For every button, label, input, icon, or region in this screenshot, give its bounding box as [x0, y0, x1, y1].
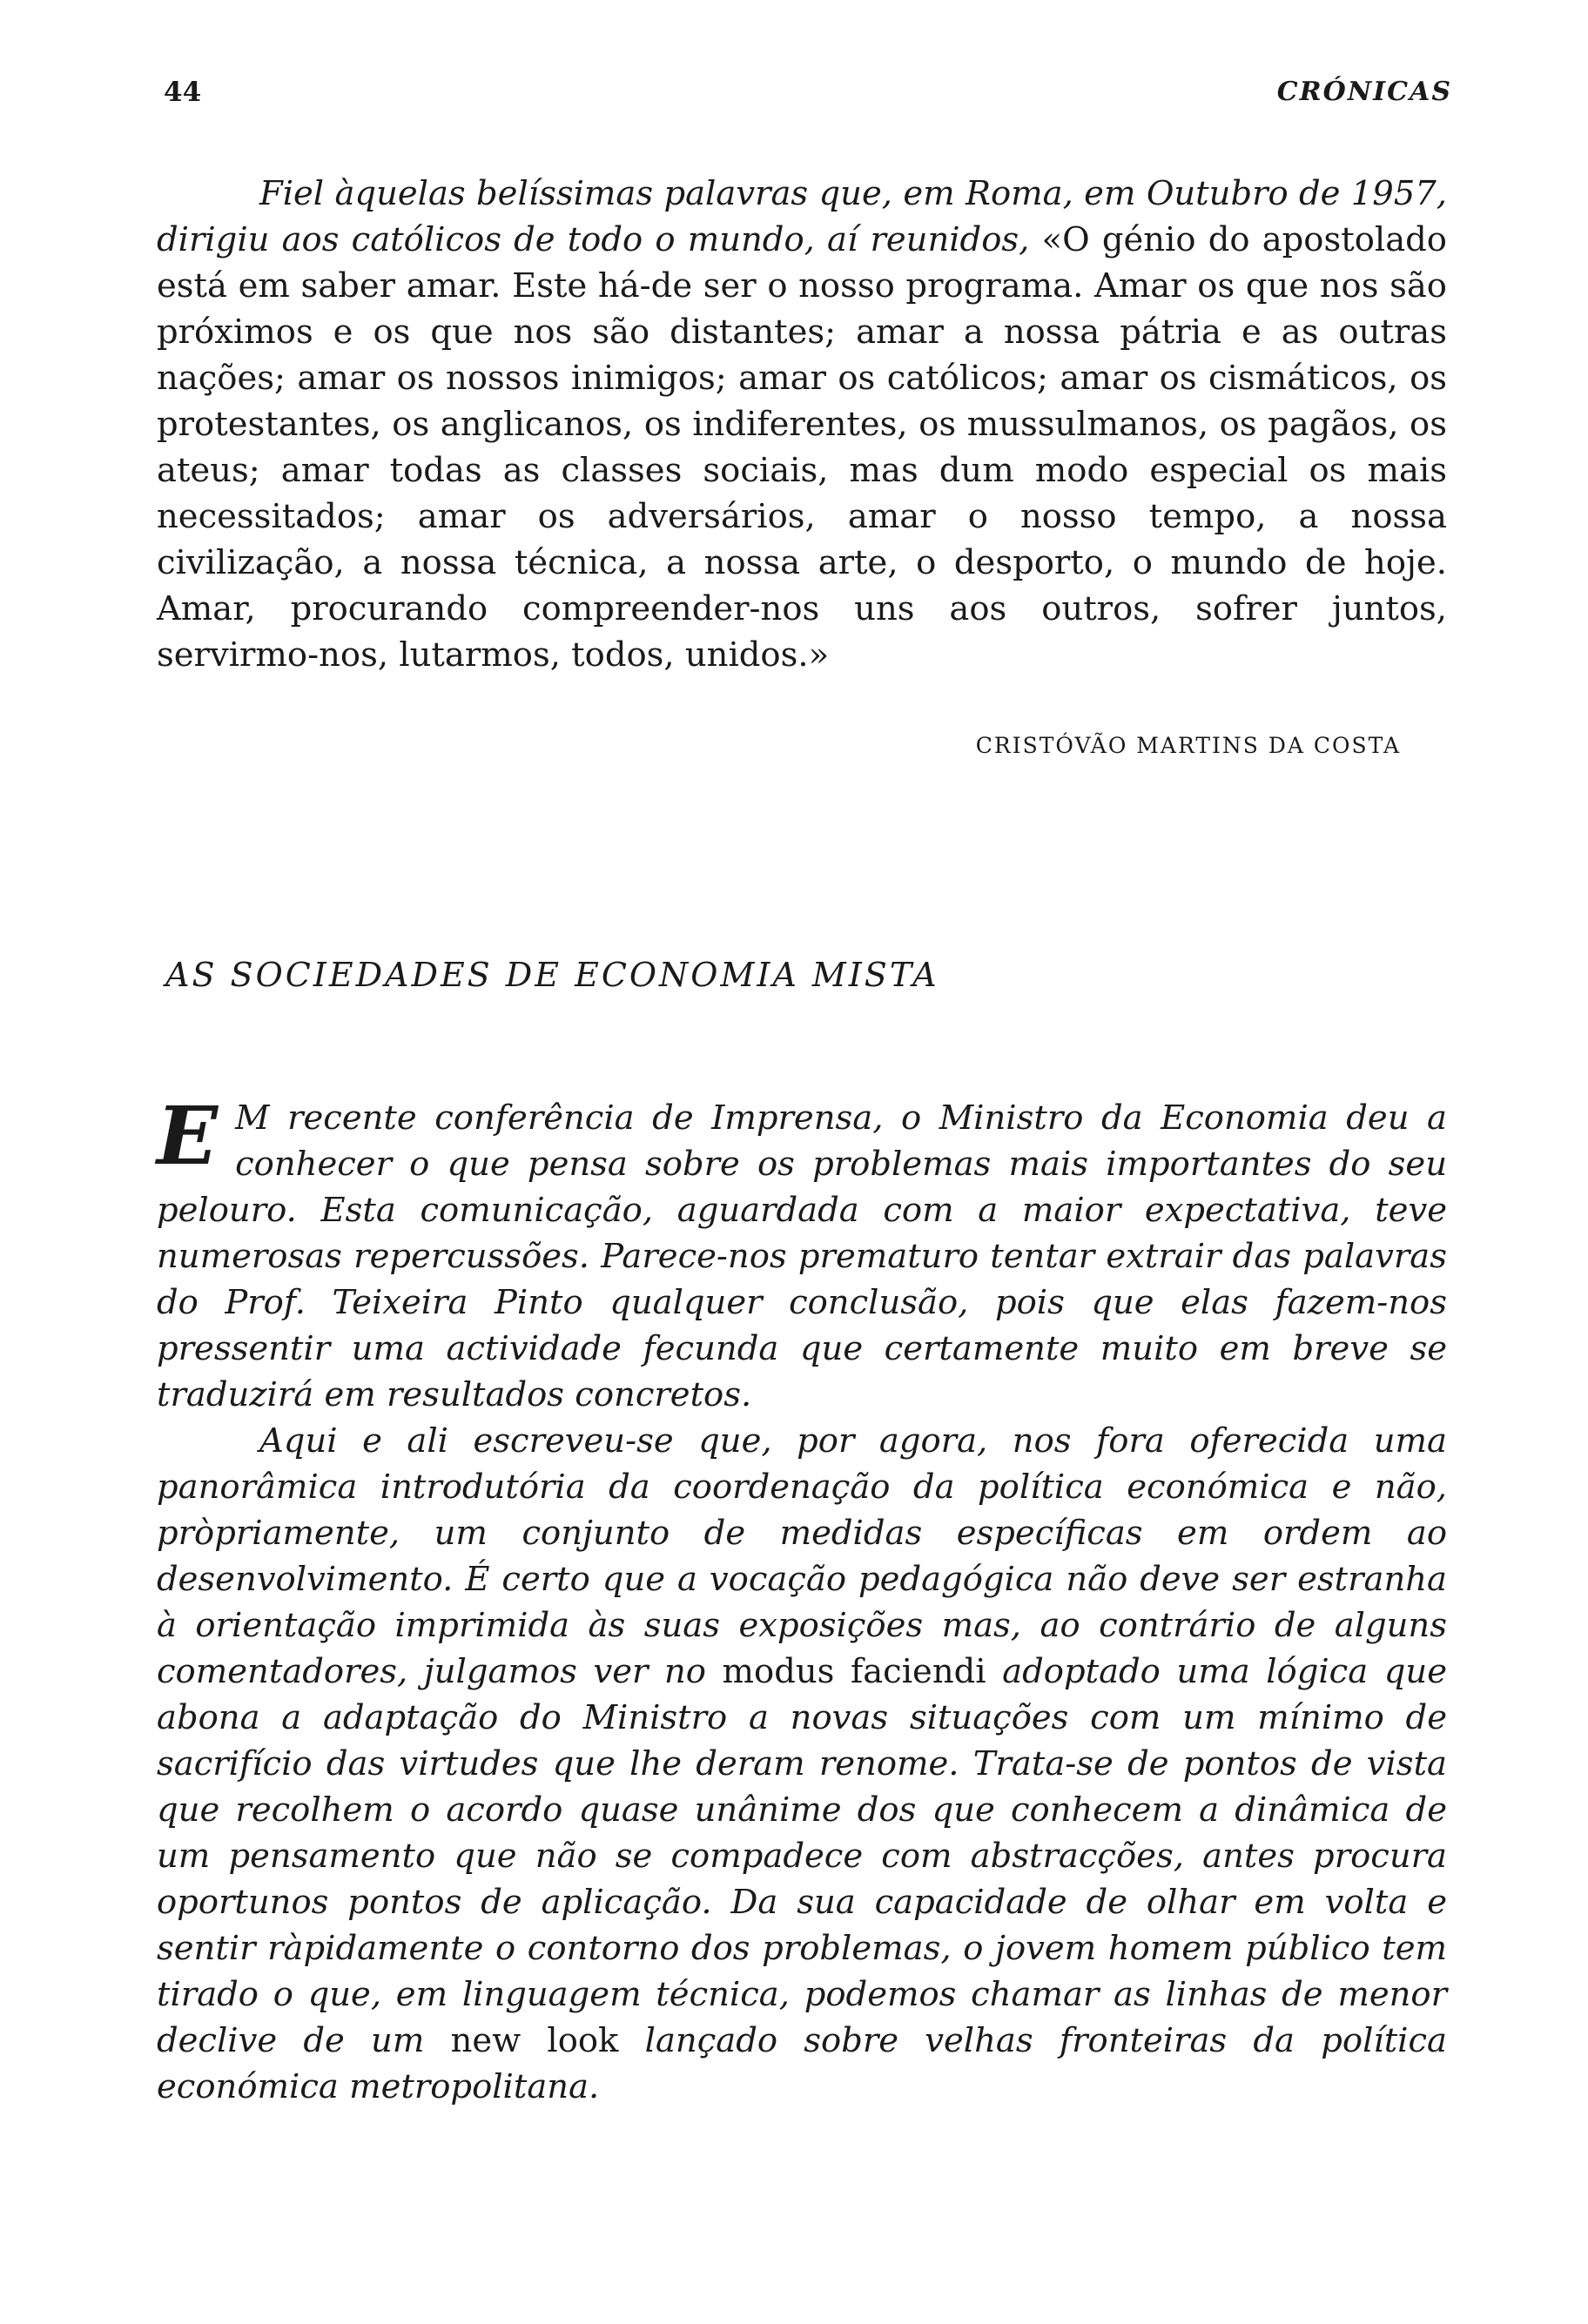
page-number: 44 [164, 77, 202, 108]
quote-intro: Fiel àquelas belíssimas palavras que, em Roma, em Outubro de 1957, dirigiu aos católicos de todo o mundo, aí reunidos, [157, 174, 1447, 259]
paragraph-2-text-c: lançado sobre velhas fronteiras da política económica metropolitana. [157, 2021, 1447, 2106]
latin-phrase: modus faciendi [722, 1652, 986, 1691]
paragraph-2-text-a: Aqui e ali escreveu-se que, por agora, nos fora oferecida uma panorâmica introdutória da coordenação da política económica e não, pròpriamente, um conjunto de medidas específicas em ordem ao desenvolvimento. É certo que a vocação pedagógica não deve ser estranha à orientação imprimida às suas exposições mas, ao contrário de alguns comentadores, julgamos ver no [157, 1421, 1447, 1691]
author-signature: CRISTÓVÃO MARTINS DA COSTA [975, 733, 1401, 758]
drop-cap: E [157, 1089, 219, 1183]
article-paragraph-1 [157, 1089, 1447, 1418]
english-phrase: new look [450, 2021, 619, 2060]
article-paragraph-2 [157, 1418, 1447, 2110]
section-title: CRÓNICAS [1276, 77, 1452, 107]
paragraph-2-text-b: adoptado uma lógica que abona a adaptação do Ministro a novas situações com um mínimo de sacrifício das virtudes que lhe deram renome. Trata-se de pontos de vista que recolhem o acordo quase unânime dos que conhecem a dinâmica de um pensamento que não se compadece com abstracções, antes procura oportunos pontos de aplicação. Da sua capacidade de olhar em volta e sentir ràpidamente o contorno dos problemas, o jovem homem público tem tirado o que, em linguagem técnica, podemos chamar as linhas de menor declive de um [157, 1652, 1447, 2060]
article-body [157, 1089, 1447, 2110]
paragraph-1-text: M recente conferência de Imprensa, o Ministro da Economia deu a conhecer o que pensa sobre os problemas mais importantes do seu pelouro. Esta comunicação, aguardada com a maior expectativa, teve numerosas repercussões. Parece-nos prematuro tentar extrair das palavras do Prof. Teixeira Pinto qualquer conclusão, pois que elas fazem-nos pressentir uma actividade fecunda que certamente muito em breve se traduzirá em resultados concretos. [157, 1098, 1447, 1414]
article-title: AS SOCIEDADES DE ECONOMIA MISTA [165, 956, 939, 994]
quote-paragraph [157, 171, 1447, 678]
quote-text: «O génio do apostolado está em saber amar. Este há-de ser o nosso programa. Amar os que nos são próximos e os que nos são distantes; amar a nossa pátria e as outras nações; amar os nossos inimigos; amar os católicos; amar os cismáticos, os protestantes, os anglicanos, os indiferentes, os mussulmanos, os pagãos, os ateus; amar todas as classes sociais, mas dum modo especial os mais necessitados; amar os adversários, amar o nosso tempo, a nossa civilização, a nossa técnica, a nossa arte, o desporto, o mundo de hoje. Amar, procurando compreender-nos uns aos outros, sofrer juntos, servirmo-nos, lutarmos, todos, unidos.» [157, 220, 1447, 675]
running-head [164, 77, 1452, 120]
